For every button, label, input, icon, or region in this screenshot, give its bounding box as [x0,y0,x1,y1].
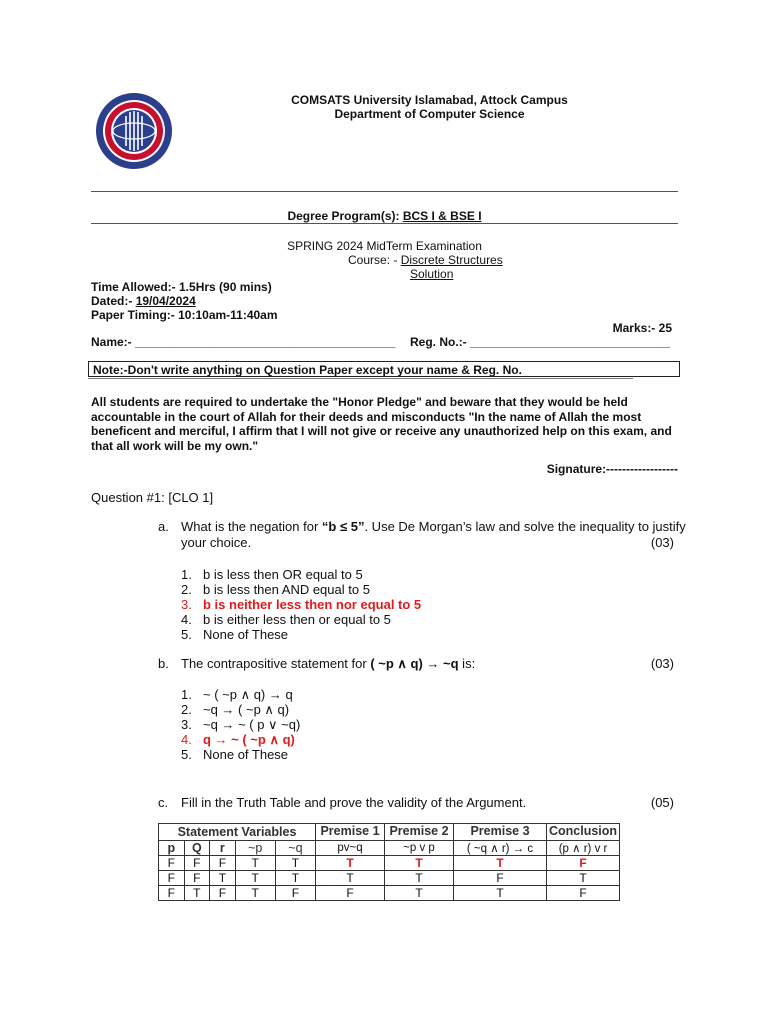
part-a-options [181,567,421,642]
part-a-question-line2: your choice. [181,535,252,550]
part-b-marks: (03) [650,656,674,671]
table-cell: T [547,871,620,886]
divider [88,378,633,379]
dated-label: Dated:- [91,294,133,308]
degree-value: BCS I & BSE I [402,209,482,223]
table-cell: T [184,886,210,901]
critical-row-cell: T [454,856,547,871]
table-cell: T [235,856,275,871]
table-cell: T [385,886,454,901]
critical-row-cell: T [385,856,454,871]
part-a-expression: “b ≤ 5” [321,519,365,534]
part-b-options [181,687,300,762]
table-cell: F [159,886,185,901]
formula-cell: pv~q [316,841,385,856]
formula-cell: ~p v p [385,841,454,856]
note-box: Note:-Don't write anything on Question Paper except your name & Reg. No. [88,361,680,377]
option-2: 2. b is less then AND equal to 5 [181,582,370,597]
table-cell: T [385,871,454,886]
table-cell: F [184,871,210,886]
premise-3-header: Premise 3 [454,824,547,841]
part-a-letter: a. [158,519,169,534]
divider [91,191,678,192]
table-row [159,886,620,901]
var-header: ~p [235,841,275,856]
table-cell: F [159,871,185,886]
option-5: 5. None of These [181,627,289,642]
exam-title: SPRING 2024 MidTerm Examination [287,239,482,253]
course-label: Course: - [348,253,398,267]
table-cell: T [454,886,547,901]
critical-row-cell: T [316,856,385,871]
table-cell: T [210,871,236,886]
option-4: 4. b is either less then or equal to 5 [181,612,391,627]
university-name: COMSATS University Islamabad, Attock Campus [291,93,568,107]
formula-cell: ( ~q ∧ r) → c [454,841,547,856]
table-cell: F [547,886,620,901]
table-cell: T [275,871,315,886]
option-1: 1. b is less then OR equal to 5 [181,567,363,582]
statement-variables-header: Statement Variables [159,824,316,841]
part-b-text: The contrapositive statement for [181,656,371,671]
var-header: r [210,841,236,856]
table-row [159,871,620,886]
part-a-text-rest: . Use De Morgan’s law and solve the inequality to justify [364,519,686,534]
time-allowed: Time Allowed:- 1.5Hrs (90 mins) [91,280,272,294]
table-subheader-row [159,841,620,856]
degree-label: Degree Program(s): [287,209,400,223]
part-c-question: Fill in the Truth Table and prove the validity of the Argument. [181,795,527,810]
honor-pledge: All students are required to undertake the "Honor Pledge" and beware that they would be held accountable in the court of Allah for their deeds and misconducts "In the name of Allah the most beneficent and merciful, I affirm that I will not give or receive any unauthorized help on this exam, and that all work will be my own." [91,395,672,453]
critical-row-cell: F [547,856,620,871]
marks: Marks:- 25 [612,321,672,335]
table-cell: F [316,886,385,901]
signature: Signature:------------------ [546,462,678,476]
table-row [159,856,620,871]
reg-no-field[interactable]: Reg. No.:- ______________________________ [410,335,671,349]
table-cell: F [210,886,236,901]
option-5: 5. None of These [181,747,289,762]
var-header: Q [184,841,210,856]
table-cell: T [275,856,315,871]
table-cell: T [316,871,385,886]
question-title: Question #1: [CLO 1] [91,490,214,505]
part-c-marks: (05) [650,795,674,810]
course-line [348,253,503,267]
part-b-text-rest: is: [458,656,476,671]
table-cell: F [159,856,185,871]
table-cell: T [235,871,275,886]
table-header-row [159,824,620,841]
degree-program [91,209,678,223]
paper-timing: Paper Timing:- 10:10am-11:40am [91,308,278,322]
name-field[interactable]: Name:- _______________________________________ [91,335,396,349]
table-cell: F [454,871,547,886]
part-a-question [181,519,686,534]
department-name: Department of Computer Science [334,107,525,121]
part-a-text: What is the negation for [181,519,322,534]
option-1: 1. ~ ( ~p ∧ q) → q [181,687,293,702]
table-cell: F [184,856,210,871]
course-value: Discrete Structures [400,253,503,267]
part-b-question [181,656,475,672]
part-a-marks: (03) [650,535,674,550]
part-b-letter: b. [158,656,169,671]
solution-label: Solution [410,267,454,281]
option-3-correct-answer: 3. b is neither less then nor equal to 5 [181,597,422,612]
table-cell: F [275,886,315,901]
part-c-letter: c. [158,795,169,810]
var-header: p [159,841,185,856]
divider [91,223,678,224]
dated-value: 19/04/2024 [135,294,196,308]
dated [91,294,196,308]
option-3: 3. ~q → ~ ( p ∨ ~q) [181,717,301,732]
table-cell: T [235,886,275,901]
conclusion-header: Conclusion [547,824,620,841]
premise-2-header: Premise 2 [385,824,454,841]
option-2: 2. ~q → ( ~p ∧ q) [181,702,290,717]
option-4-correct-answer: 4. q → ~ ( ~p ∧ q) [181,732,295,747]
truth-table [158,823,620,901]
formula-cell: (p ∧ r) v r [547,841,620,856]
premise-1-header: Premise 1 [316,824,385,841]
table-cell: F [210,856,236,871]
var-header: ~q [275,841,315,856]
part-b-expression: ( ~p ∧ q) → ~q [370,656,459,671]
